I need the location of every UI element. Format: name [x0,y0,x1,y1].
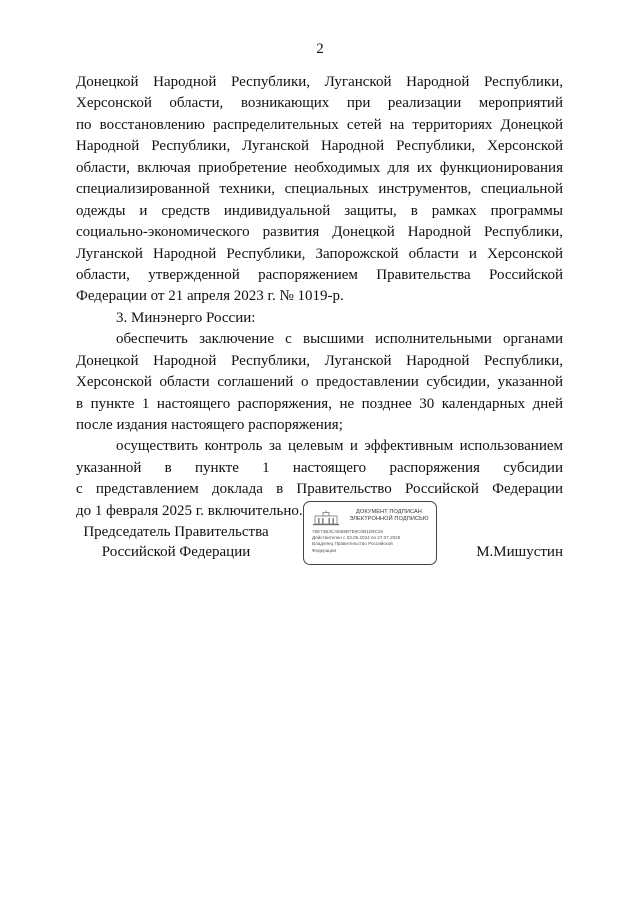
stamp-details [312,529,434,554]
text-line: указанной в пункте 1 настоящего распоряжения субсидии [76,459,563,476]
text-line: одежды и средств индивидуальной защиты, в рамках программы [76,202,563,219]
stamp-title [344,509,434,523]
stamp-title-line: ЭЛЕКТРОННОЙ ПОДПИСЬЮ [349,516,429,522]
text-line: области, включая приобретение необходимых для их функционирования [76,159,563,176]
stamp-title-line: ДОКУМЕНТ ПОДПИСАН [356,509,422,515]
text-line: Херсонской области соглашений о предоставлении субсидии, указанной [76,374,563,391]
document-body [76,72,563,522]
text-line: социально-экономического развития Донецкой Народной Республики, [76,224,563,241]
text-line: Донецкой Народной Республики, Луганской Народной Республики, [76,352,563,369]
text-line: Донецкой Народной Республики, Луганской Народной Республики, [76,74,563,90]
text-line: в пункте 1 настоящего распоряжения, не позднее 30 календарных дней [76,395,563,412]
certificate-owner: Федерации [312,547,337,553]
signatory-position-line: Председатель Правительства [83,524,269,540]
text-line: осуществить контроль за целевым и эффективным использованием [116,438,563,455]
text-line: Федерации от 21 апреля 2023 г. № 1019-р. [76,288,344,305]
section-heading: 3. Минэнерго России: [116,309,256,326]
text-line: Народной Республики, Луганской Народной Республики, Херсонской [76,138,563,155]
text-line: Херсонской области, возникающих при реализации мероприятий [76,95,563,112]
text-line: обеспечить заключение с высшими исполнительными органами [116,331,563,348]
text-line: специализированной техники, специальных инструментов, специальной [76,181,563,198]
text-line: по восстановлению распределительных сетей на территориях Донецкой [76,116,563,133]
page-number: 2 [316,41,324,57]
text-line: после издания настоящего распоряжения; [76,417,343,433]
certificate-owner: Владелец Правительство Российской [312,541,393,547]
government-building-icon [312,510,340,526]
signatory-position-line: Российской Федерации [101,544,251,560]
text-line: с представлением доклада в Правительство Российской Федерации [76,481,563,498]
text-line: Луганской Народной Республики, Запорожской области и Херсонской [76,245,563,262]
signatory-name: М.Мишустин [476,544,563,560]
certificate-number: 78E74B3CAEB9B7E9C0B1D9C26 [312,529,383,534]
text-line: до 1 февраля 2025 г. включительно. [76,502,303,519]
text-line: области, утвержденной распоряжением Правительства Российской [76,266,563,283]
electronic-signature-stamp [303,501,437,565]
certificate-validity: Действителен с 03.05.2024 по 27.07.2025 [312,535,401,541]
signatory-position [76,522,276,562]
